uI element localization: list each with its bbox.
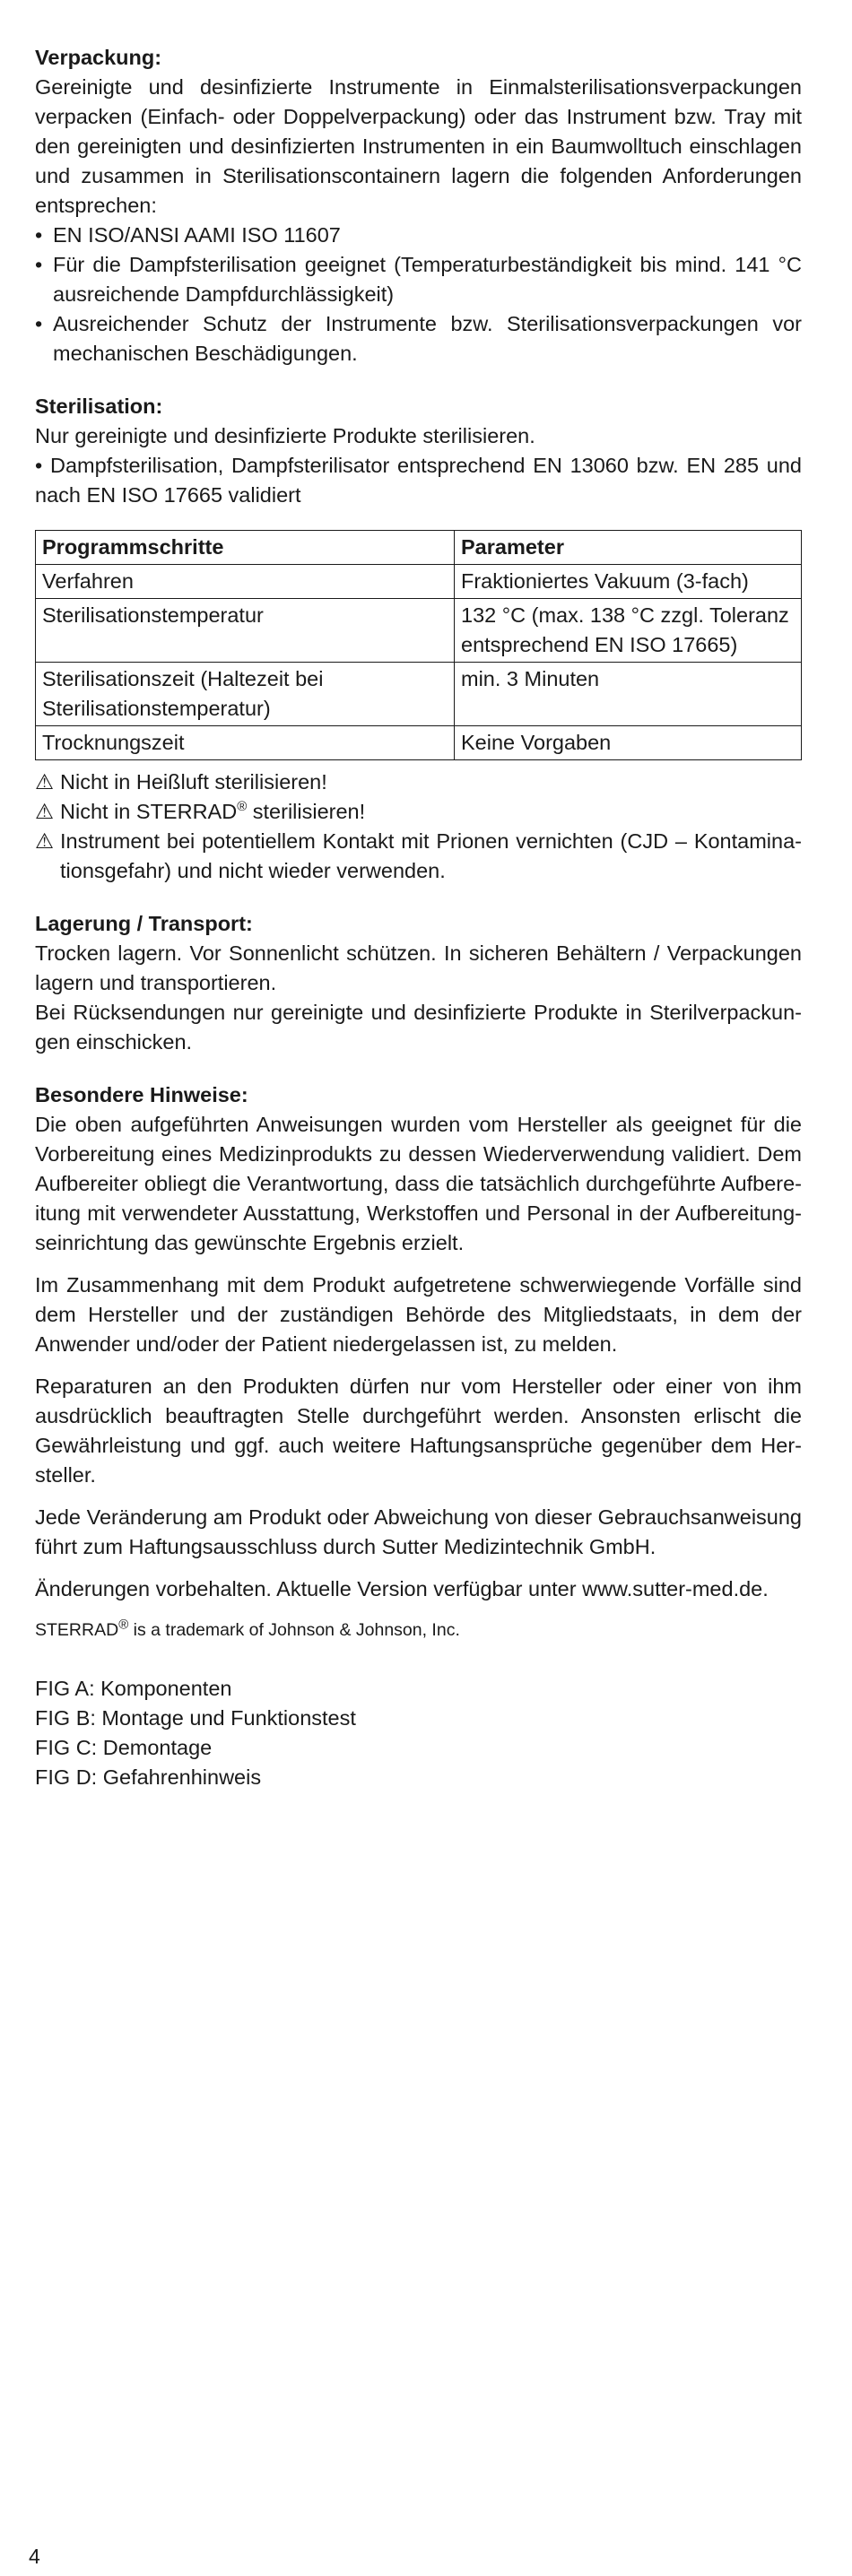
verpackung-intro: Gereinigte und desinfizierte Instrumente in Einmalsterilisationsverpackungen verpacken (Einfach- oder Doppelverpackung) oder das Instrument bzw. Tray mit den gereinigten und desinfizierten Instrumenten in ein Baumwolltuch einschlagen und zusammen in Sterilisationscontainern lagern die folgenden Anforderungen entsprechen:	[35, 75, 802, 217]
warning-prions	[35, 827, 802, 886]
table-cell: Trocknungszeit	[36, 726, 455, 760]
warning-triangle-icon: ⚠	[35, 770, 55, 794]
table-cell: Sterilisationszeit (Haltezeit bei Sterilisationstemperatur)	[36, 663, 455, 726]
table-header-row	[36, 531, 802, 565]
section-verpackung	[35, 43, 802, 369]
hinweise-paragraph-2: Im Zusammenhang mit dem Produkt aufgetretene schwerwiegende Vorfälle sind dem Hersteller und der zuständigen Behörde des Mitgliedstaats, in dem der Anwender und/oder der Patient niedergelassen ist, zu melden.	[35, 1273, 802, 1356]
figure-list	[35, 1674, 802, 1792]
warning-triangle-icon: ⚠	[35, 800, 55, 823]
hinweise-paragraph-1: Die oben aufgeführten Anweisungen wurden vom Hersteller als geeignet für die Vorbereitung eines Medizinprodukts zu dessen Wiederverwendung validiert. Dem Aufbereiter obliegt die Verantwortung, dass die tatsächlich durchgeführte Aufbere- itung mit verwendeter Ausstattung, Werkstoffen und Personal in der Aufbereitung- seinrichtung das gewünschte Ergebnis erzielt.	[35, 1113, 802, 1254]
figure-item: FIG D: Gefahrenhinweis	[35, 1765, 262, 1789]
table-cell: 132 °C (max. 138 °C zzgl. Toleranz entsprechend EN ISO 17665)	[455, 599, 802, 663]
verpackung-requirements-list	[35, 221, 802, 369]
warning-text: Instrument bei potentiellem Kontakt mit Prionen vernichten (CJD – Kontamina- tionsgefahr) und nicht wieder verwenden.	[60, 829, 802, 882]
table-row	[36, 599, 802, 663]
column-header-steps: Programmschritte	[36, 531, 455, 565]
warning-text: Nicht in Heißluft sterilisieren!	[60, 770, 327, 794]
list-item: • EN ISO/ANSI AAMI ISO 11607	[35, 221, 802, 250]
document-page	[35, 43, 802, 1792]
warning-text-end: sterilisieren!	[247, 800, 366, 823]
hinweise-paragraph-3: Reparaturen an den Produkten dürfen nur vom Hersteller oder einer von ihm ausdrücklich beauftragten Stelle durchgeführt werden. Ansonsten erlischt die Gewährleistung und ggf. auch weitere Haftungsansprüche gegenüber dem Her- steller.	[35, 1375, 802, 1487]
registered-mark: ®	[237, 799, 248, 815]
registered-mark: ®	[118, 1617, 129, 1633]
warning-triangle-icon: ⚠	[35, 829, 55, 853]
warning-text: Nicht in STERRAD	[60, 800, 238, 823]
table-row	[36, 726, 802, 760]
trademark-note	[35, 1617, 802, 1644]
section-lagerung	[35, 909, 802, 1057]
heading-lagerung: Lagerung / Transport:	[35, 912, 253, 935]
figure-item: FIG B: Montage und Funktionstest	[35, 1706, 356, 1730]
heading-verpackung: Verpackung:	[35, 46, 162, 69]
trademark-name: STERRAD	[35, 1620, 119, 1640]
list-item: • Für die Dampfsterilisation geeignet (Temperaturbeständigkeit bis mind. 141 °C ausreichende Dampfdurchlässigkeit)	[35, 250, 802, 309]
hinweise-paragraph-4: Jede Veränderung am Produkt oder Abweichung von dieser Gebrauchsanweisung führt zum Haftungsausschluss durch Sutter Medizintechnik GmbH.	[35, 1505, 802, 1558]
heading-sterilisation: Sterilisation:	[35, 395, 163, 418]
table-cell: Fraktioniertes Vakuum (3-fach)	[455, 565, 802, 599]
lagerung-paragraph-1: Trocken lagern. Vor Sonnenlicht schützen. In sicheren Behältern / Verpackungen lagern und transportieren.	[35, 941, 802, 994]
figure-item: FIG C: Demontage	[35, 1736, 213, 1759]
table-cell: min. 3 Minuten	[455, 663, 802, 726]
trademark-text: is a trademark of Johnson & Johnson, Inc.	[128, 1620, 460, 1640]
lagerung-paragraph-2: Bei Rücksendungen nur gereinigte und desinfizierte Produkte in Sterilverpackun- gen einschicken.	[35, 1001, 802, 1054]
sterilisation-parameter-table	[35, 530, 802, 760]
section-sterilisation	[35, 392, 802, 886]
page-number: 4	[29, 2545, 40, 2568]
table-row	[36, 663, 802, 726]
warning-hot-air	[35, 768, 802, 797]
sterilisation-line-2: • Dampfsterilisation, Dampfsterilisator entsprechend EN 13060 bzw. EN 285 und nach EN ISO 17665 validiert	[35, 454, 802, 507]
table-row	[36, 565, 802, 599]
figure-item: FIG A: Komponenten	[35, 1677, 232, 1700]
hinweise-paragraph-5: Änderungen vorbehalten. Aktuelle Version verfügbar unter www.sutter-med.de.	[35, 1577, 769, 1600]
section-hinweise	[35, 1080, 802, 1644]
sterilisation-line-1: Nur gereinigte und desinfizierte Produkte sterilisieren.	[35, 424, 535, 447]
table-cell: Verfahren	[36, 565, 455, 599]
list-item: • Ausreichender Schutz der Instrumente bzw. Sterilisationsverpackungen vor mechanischen Beschädigungen.	[35, 309, 802, 369]
warning-sterrad	[35, 797, 802, 827]
heading-hinweise: Besondere Hinweise:	[35, 1083, 248, 1106]
table-cell: Keine Vorgaben	[455, 726, 802, 760]
column-header-parameter: Parameter	[455, 531, 802, 565]
table-cell: Sterilisationstemperatur	[36, 599, 455, 663]
